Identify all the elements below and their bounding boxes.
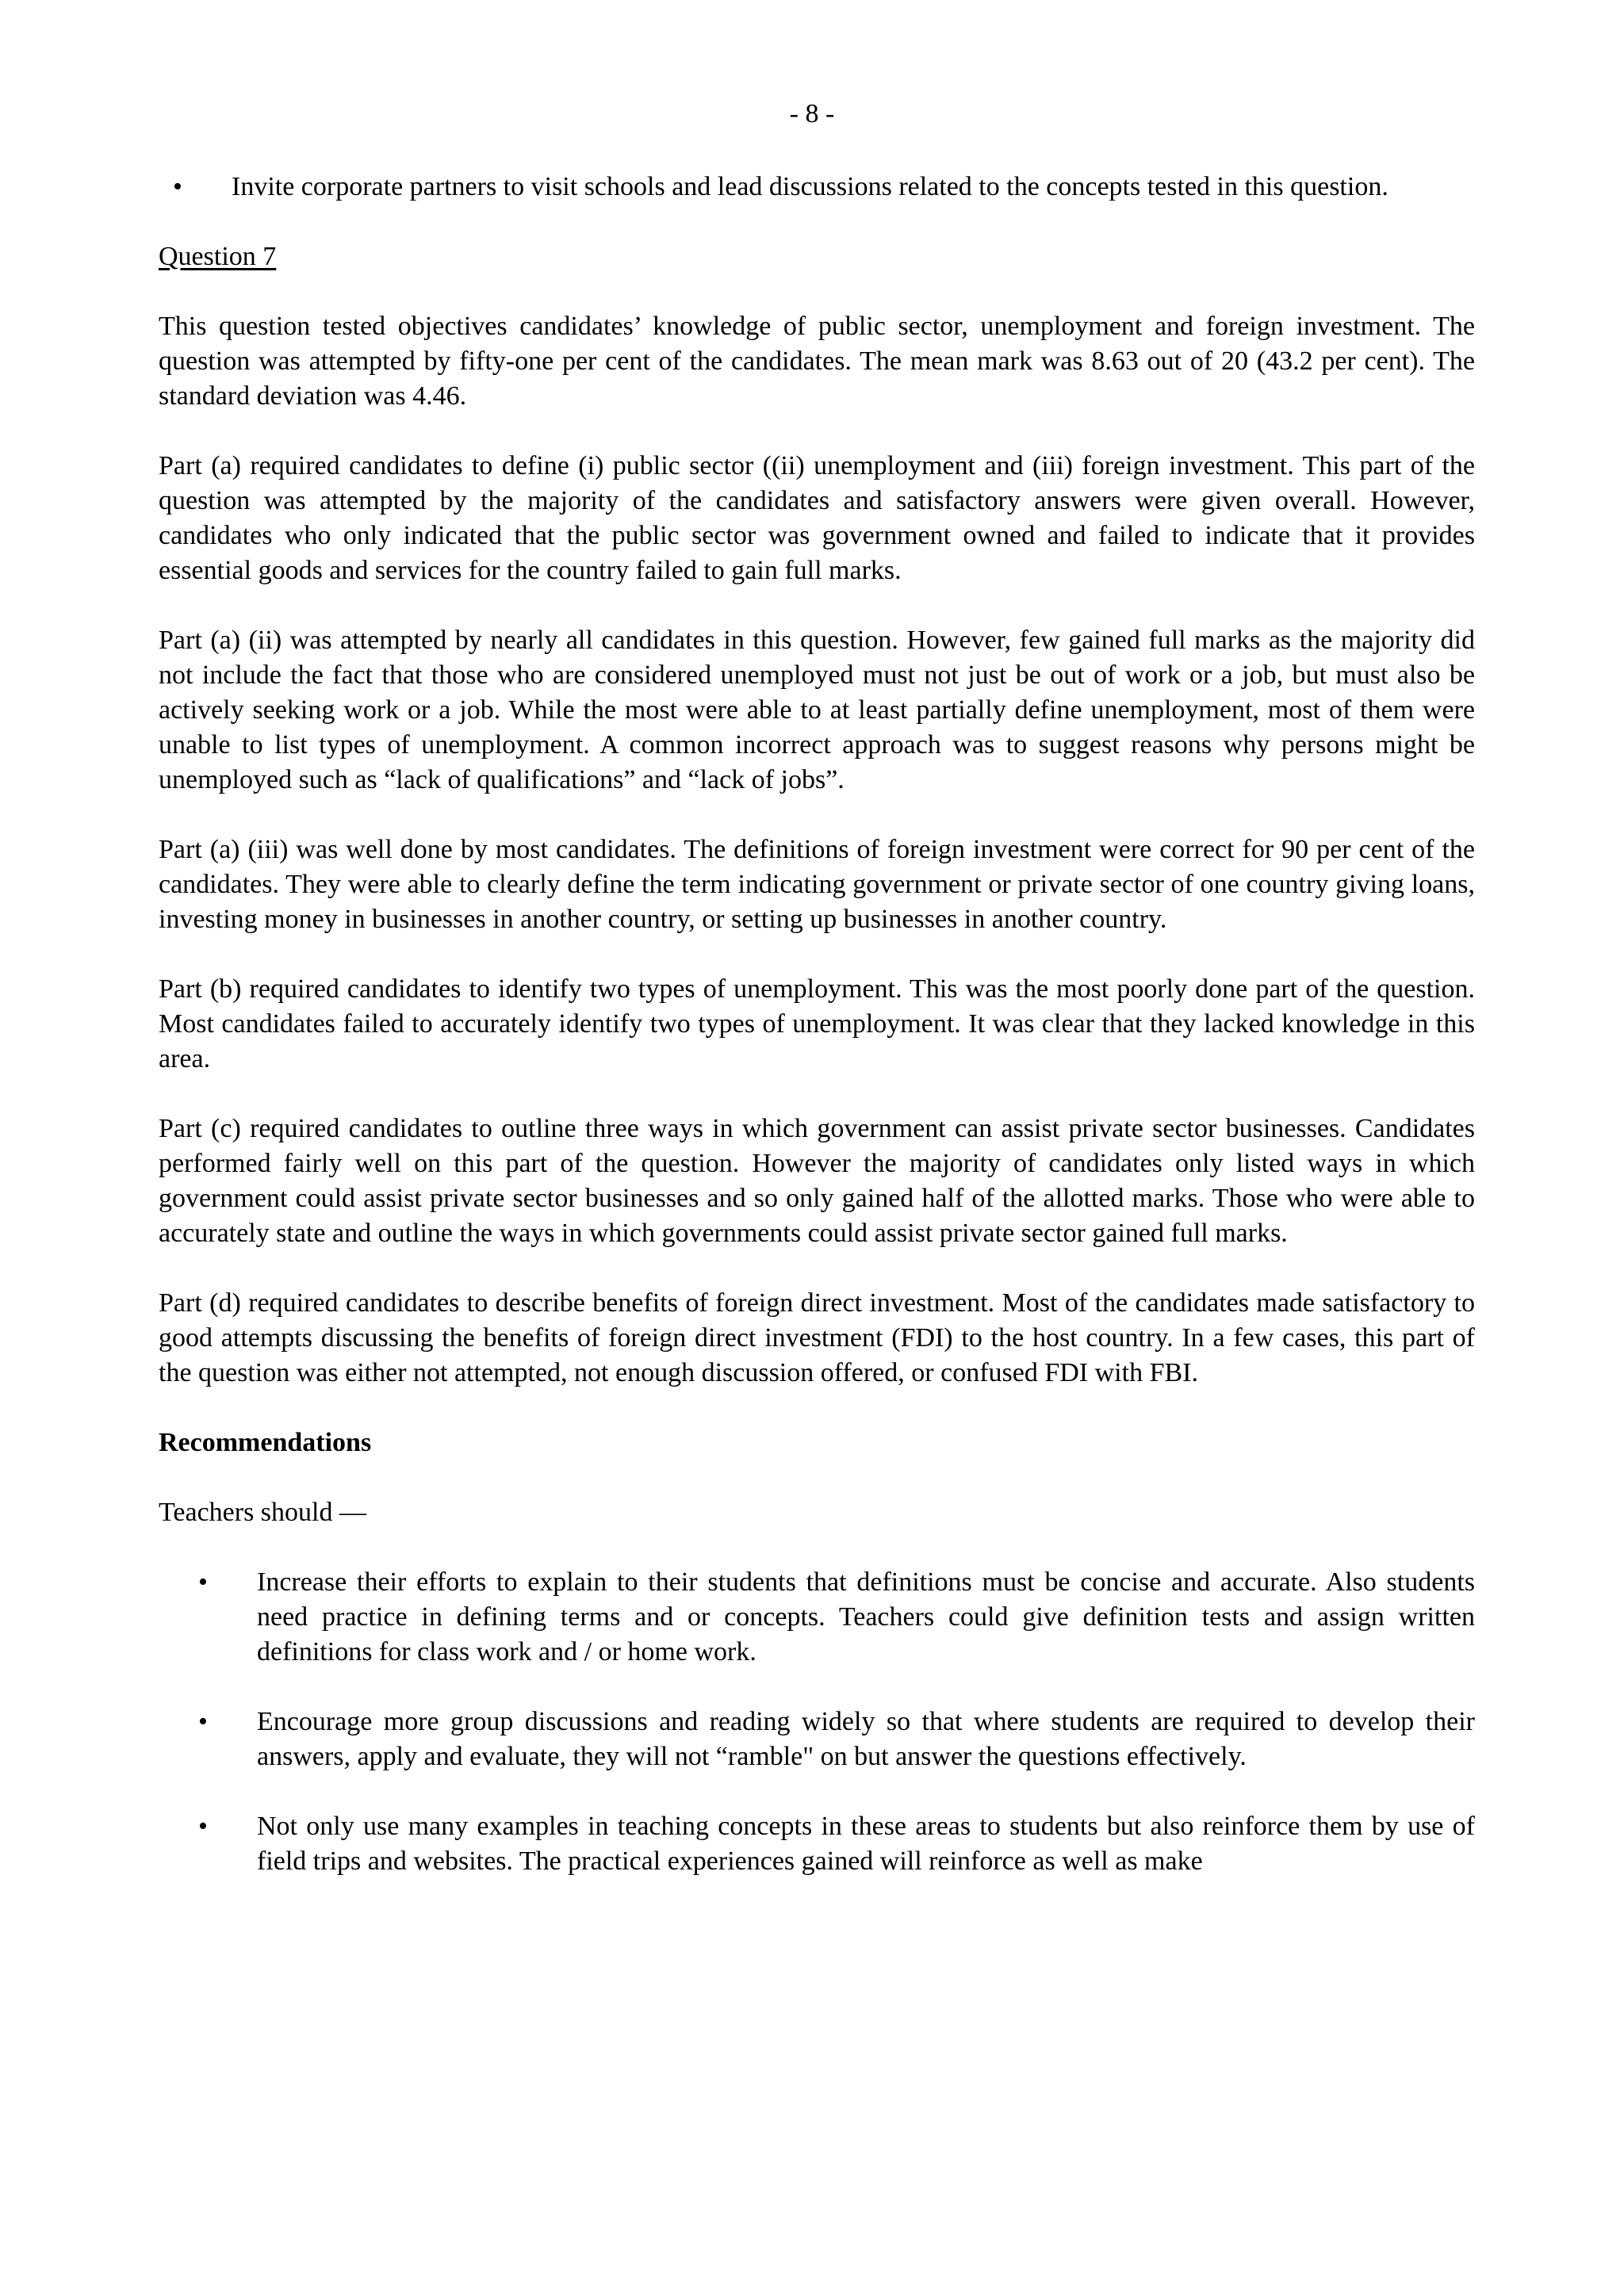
top-bullet-list <box>159 170 1475 205</box>
list-item <box>159 1809 1475 1879</box>
recommendation-text: Encourage more group discussions and reading widely so that where students are required to develop their answers, apply and evaluate, they will not “ramble" on but answer the questions effectively. <box>257 1707 1475 1771</box>
recommendation-text: Not only use many examples in teaching concepts in these areas to students but also reinforce them by use of field trips and websites. The practical experiences gained will reinforce as well as make <box>257 1812 1475 1876</box>
paragraph-part-d: Part (d) required candidates to describe benefits of foreign direct investment. Most of the candidates made satisfactory to good attempts discussing the benefits of foreign direct investment (FDI) to the host country. In a few cases, this part of the question was either not attempted, not enough discussion offered, or confused FDI with FBI. <box>159 1288 1475 1387</box>
paragraph-part-c: Part (c) required candidates to outline three ways in which government can assist private sector businesses. Candidates performed fairly well on this part of the question. However the majority of candidates only listed ways in which government could assist private sector businesses and so only gained half of the allotted marks. Those who were able to accurately state and outline the ways in which governments could assist private sector gained full marks. <box>159 1114 1475 1248</box>
recommendations-list <box>159 1565 1475 1879</box>
recommendations-heading: Recommendations <box>159 1428 372 1457</box>
list-item <box>159 1705 1475 1774</box>
page-content <box>159 170 1475 1914</box>
bullet-text: Invite corporate partners to visit schools and lead discussions related to the concepts tested in this question. <box>232 172 1388 201</box>
paragraph-part-a: Part (a) required candidates to define (i) public sector ((ii) unemployment and (iii) foreign investment. This part of the question was attempted by the majority of the candidates and satisfactory answers were given overall. However, candidates who only indicated that the public sector was government owned and failed to indicate that it provides essential goods and services for the country failed to gain full marks. <box>159 451 1475 585</box>
paragraph-part-a-iii: Part (a) (iii) was well done by most candidates. The definitions of foreign investment were correct for 90 per cent of the candidates. They were able to clearly define the term indicating government or private sector of one country giving loans, investing money in businesses in another country, or setting up businesses in another country. <box>159 835 1475 934</box>
paragraph-part-a-ii: Part (a) (ii) was attempted by nearly all candidates in this question. However, few gained full marks as the majority did not include the fact that those who are considered unemployed must not just be out of work or a job, but must also be actively seeking work or a job. While the most were able to at least partially define unemployment, most of them were unable to list types of unemployment. A common incorrect approach was to suggest reasons why persons might be unemployed such as “lack of qualifications” and “lack of jobs”. <box>159 626 1475 794</box>
list-item <box>159 170 1475 205</box>
recommendation-text: Increase their efforts to explain to their students that definitions must be concise and accurate. Also students need practice in defining terms and or concepts. Teachers could give definition tests and assign written definitions for class work and / or home work. <box>257 1567 1475 1667</box>
bullet-icon: • <box>198 1707 208 1736</box>
list-item <box>159 1565 1475 1670</box>
bullet-icon: • <box>173 172 182 201</box>
paragraph-part-b: Part (b) required candidates to identify two types of unemployment. This was the most poorly done part of the question. Most candidates failed to accurately identify two types of unemployment. It was clear that they lacked knowledge in this area. <box>159 974 1475 1073</box>
question-heading: Question 7 <box>159 242 277 271</box>
teachers-intro: Teachers should — <box>159 1498 366 1527</box>
paragraph-summary: This question tested objectives candidates’ knowledge of public sector, unemployment and foreign investment. The question was attempted by fifty-one per cent of the candidates. The mean mark was 8.63 out of 20 (43.2 per cent). The standard deviation was 4.46. <box>159 312 1475 411</box>
bullet-icon: • <box>198 1812 208 1841</box>
bullet-icon: • <box>198 1567 208 1597</box>
page-number: - 8 - <box>789 99 835 128</box>
